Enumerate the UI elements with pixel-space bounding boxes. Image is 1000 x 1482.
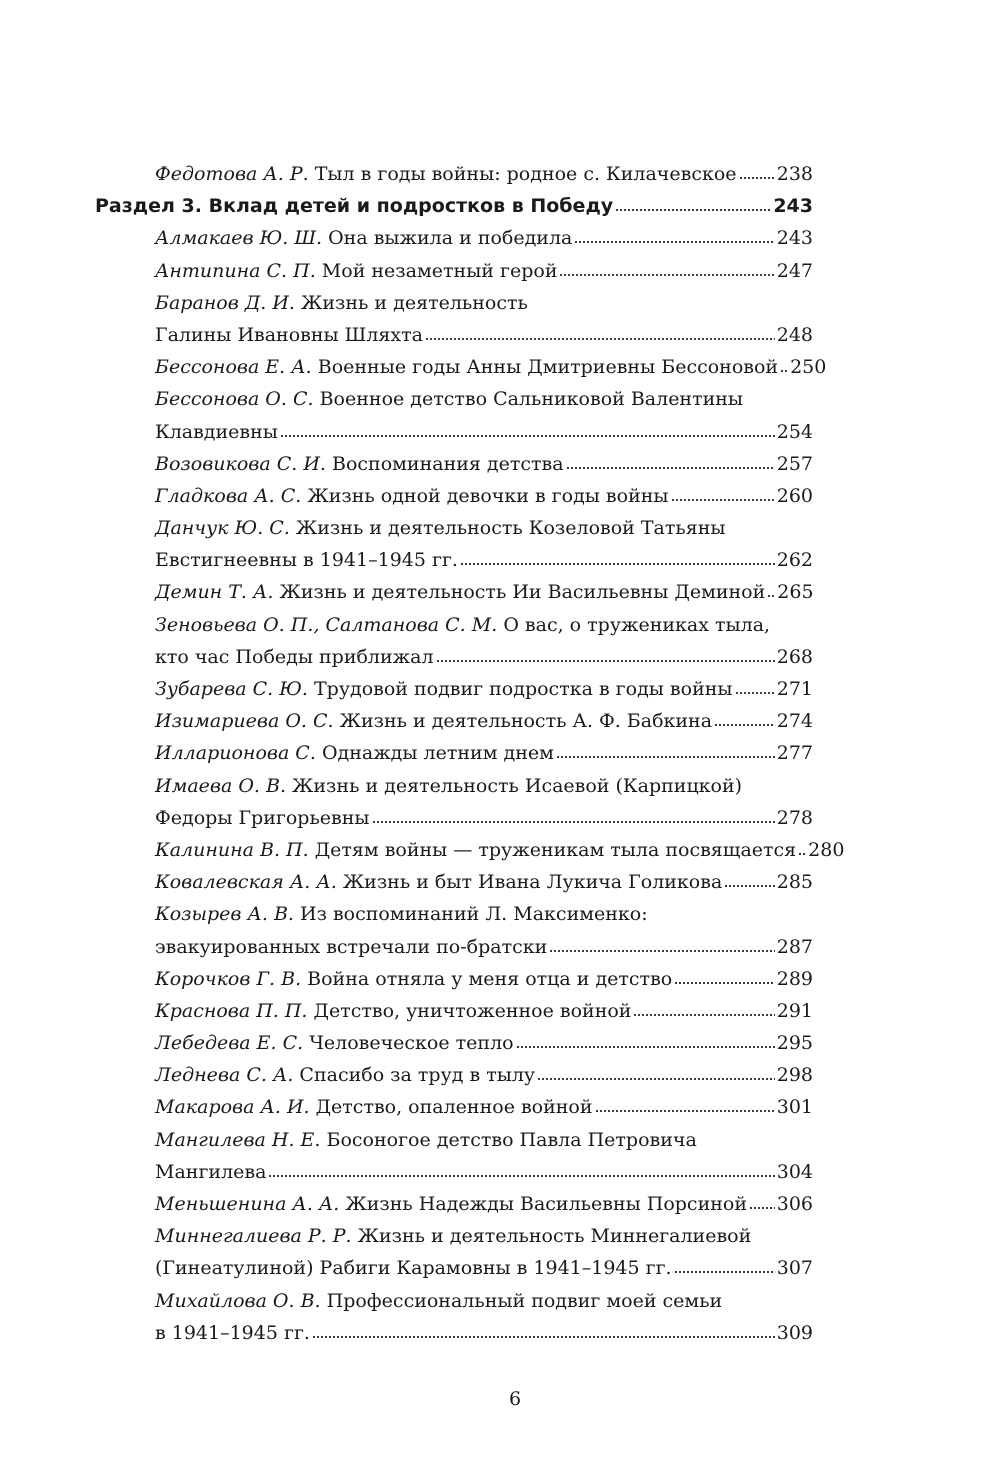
toc-author: Корочков Г. В.	[155, 967, 302, 990]
toc-title: Военное детство Сальниковой Валентины	[319, 388, 744, 411]
dot-leader	[516, 1045, 775, 1049]
toc-entry	[95, 737, 813, 769]
toc-line-text	[155, 255, 557, 287]
toc-line-text	[155, 158, 737, 190]
dot-leader	[595, 1109, 775, 1113]
dot-leader	[268, 1174, 774, 1178]
toc-entry	[95, 576, 813, 608]
toc-entry	[95, 512, 813, 576]
toc-title: Воспоминания детства	[331, 452, 564, 475]
dot-leader	[436, 659, 775, 663]
toc-line-text	[155, 770, 742, 802]
toc-line	[155, 1252, 813, 1284]
toc-line	[155, 319, 813, 351]
toc-title: Однажды летним днем	[321, 742, 554, 765]
toc-entry	[95, 963, 813, 995]
toc-page-number: 268	[776, 645, 813, 668]
toc-title: Жизнь и деятельность	[301, 291, 528, 314]
toc-title: Детям войны — труженикам тыла посвящается	[314, 838, 797, 861]
toc-line-text	[155, 834, 796, 866]
toc-line	[155, 866, 813, 898]
toc-line-text	[155, 1252, 672, 1284]
toc-title: Военные годы Анны Дмитриевны Бессоновой	[317, 356, 779, 379]
toc-page-number: 301	[776, 1096, 813, 1119]
toc-author: Меньшенина А. А.	[155, 1193, 340, 1215]
toc-title: Мангилева	[155, 1160, 267, 1183]
toc-author: Зеновьева О. П., Салтанова С. М.	[155, 613, 498, 636]
toc-page-number: 307	[776, 1257, 813, 1280]
dot-leader	[767, 594, 775, 598]
toc-title: Из воспоминаний Л. Максименко:	[300, 903, 648, 926]
toc-entry	[95, 222, 813, 254]
toc-title: Профессиональный подвиг моей семьи	[326, 1289, 723, 1312]
toc-line-text	[155, 512, 726, 544]
toc-page-number: 243	[773, 195, 813, 218]
toc-line	[155, 1285, 813, 1317]
dot-leader	[615, 208, 771, 212]
toc-author: Бессонова О. С.	[155, 388, 314, 411]
toc-author: Илларионова С.	[155, 742, 316, 765]
toc-line-text	[155, 1027, 514, 1059]
toc-line-text	[155, 673, 733, 705]
toc-entry	[95, 834, 845, 866]
toc-title: Жизнь и деятельность Миннегалиевой	[357, 1225, 752, 1248]
toc-line	[155, 1091, 813, 1123]
toc-line	[155, 383, 813, 415]
toc-line-text	[155, 641, 434, 673]
toc-line	[155, 931, 813, 963]
toc-line	[155, 995, 813, 1027]
toc-line	[155, 641, 813, 673]
toc-title: эвакуированных встречали по-братски	[155, 935, 548, 958]
toc-line	[155, 963, 813, 995]
toc-page-number: 289	[776, 967, 813, 990]
toc-line-text	[155, 1091, 593, 1123]
dot-leader	[749, 1206, 775, 1210]
toc-line-text	[155, 287, 528, 319]
toc-author: Гладкова А. С.	[155, 484, 302, 507]
toc-page-number: 250	[790, 356, 827, 379]
toc-line-text	[155, 609, 770, 641]
toc-title: Тыл в годы войны: родное с. Килачевское	[314, 163, 737, 185]
toc-author: Миннегалиева Р. Р.	[155, 1225, 352, 1248]
toc-title: кто час Победы приближал	[155, 645, 434, 668]
dot-leader	[280, 434, 775, 438]
toc-page-number: 247	[776, 259, 813, 282]
toc-line-text	[155, 1317, 310, 1349]
dot-leader	[537, 1077, 775, 1081]
toc-line-text	[155, 1285, 722, 1317]
toc-line	[155, 1124, 813, 1156]
toc-line-text	[155, 383, 743, 415]
toc-page-number: 304	[776, 1160, 813, 1183]
toc-line-text	[155, 544, 458, 576]
toc-author: Краснова П. П.	[155, 999, 308, 1022]
toc-line-text	[155, 1188, 747, 1220]
toc-line	[155, 705, 813, 737]
toc-entry	[95, 898, 813, 962]
toc-title: Галины Ивановны Шляхта	[155, 323, 423, 346]
toc-title: Война отняла у меня отца и детство	[307, 967, 673, 990]
toc-line	[155, 802, 813, 834]
dot-leader	[674, 1270, 775, 1274]
toc-line	[155, 255, 813, 287]
toc-title: Жизнь и деятельность Ии Васильевны Деминой	[279, 581, 766, 604]
toc-line	[155, 416, 813, 448]
toc-line-text	[155, 480, 669, 512]
dot-leader	[559, 273, 774, 277]
toc-title: Жизнь одной девочки в годы войны	[307, 484, 669, 507]
toc-author: Калинина В. П.	[155, 838, 309, 861]
dot-leader	[714, 723, 775, 727]
toc-line	[155, 898, 813, 930]
toc-entry	[95, 158, 813, 190]
toc-line-text	[155, 705, 712, 737]
toc-line	[95, 190, 813, 222]
toc-entry	[95, 770, 813, 834]
toc-line	[155, 222, 813, 254]
toc-author: Возовикова С. И.	[155, 452, 326, 475]
toc-entry	[95, 1285, 813, 1349]
toc-author: Федотова А. Р.	[155, 163, 309, 185]
toc-line	[155, 1188, 813, 1220]
toc-page-number: 265	[777, 581, 814, 604]
toc-entry	[95, 255, 813, 287]
dot-leader	[556, 755, 775, 759]
toc-line	[155, 1059, 813, 1091]
toc-line	[155, 1220, 813, 1252]
dot-leader	[735, 691, 775, 695]
toc-line	[155, 673, 813, 705]
toc-line-text	[95, 190, 613, 222]
toc-author: Данчук Ю. С.	[155, 517, 290, 540]
toc-line-text	[155, 222, 572, 254]
toc-entry	[95, 1220, 813, 1284]
toc-line-text	[155, 963, 672, 995]
toc-page-number: 274	[776, 710, 813, 733]
toc-line-text	[155, 1059, 535, 1091]
toc-author: Козырев А. В.	[155, 903, 294, 926]
toc-title: Жизнь и быт Ивана Лукича Голикова	[342, 871, 723, 894]
toc-title: (Гинеатулиной) Рабиги Карамовны в 1941–1945 гг.	[155, 1257, 672, 1280]
toc-page-number: 260	[776, 484, 813, 507]
toc-entry	[95, 609, 813, 673]
toc-title: Трудовой подвиг подростка в годы войны	[314, 678, 733, 700]
toc-author: Лебедева Е. С.	[155, 1032, 304, 1055]
toc-line-text	[155, 995, 631, 1027]
toc-author: Мангилева Н. Е.	[155, 1128, 321, 1151]
toc-line-text	[155, 351, 778, 383]
toc-title: Жизнь Надежды Васильевны Порсиной	[345, 1193, 748, 1215]
toc-line	[155, 448, 813, 480]
toc-page-number: 298	[776, 1064, 813, 1087]
toc-page-number: 248	[776, 323, 813, 346]
toc-line	[155, 1027, 813, 1059]
toc-line-text	[155, 416, 278, 448]
toc-title: Клавдиевны	[155, 420, 278, 443]
dot-leader	[566, 466, 775, 470]
toc-title: Она выжила и победила	[328, 227, 573, 250]
toc-entry	[95, 480, 813, 512]
toc-entry	[95, 1091, 813, 1123]
toc-title: Федоры Григорьевны	[155, 806, 370, 829]
toc-line	[155, 351, 827, 383]
toc-title: Человеческое тепло	[309, 1032, 514, 1055]
dot-leader	[549, 949, 774, 953]
dot-leader	[674, 981, 775, 985]
toc-title: в 1941–1945 гг.	[155, 1321, 310, 1344]
dot-leader	[425, 337, 775, 341]
toc-line-text	[155, 1124, 697, 1156]
dot-leader	[671, 498, 775, 502]
toc-title: Раздел 3. Вклад детей и подростков в Победу	[95, 195, 614, 218]
toc-line	[155, 609, 813, 641]
toc-line-text	[155, 898, 648, 930]
toc-page-number: 285	[776, 871, 813, 894]
toc-page-number: 295	[776, 1032, 813, 1055]
toc-title: Детство, уничтоженное войной	[313, 999, 632, 1022]
toc-line	[155, 1317, 813, 1349]
toc-page-number: 278	[776, 806, 813, 829]
toc-line	[155, 512, 813, 544]
toc-entry	[95, 351, 827, 383]
toc-page-number: 280	[808, 838, 845, 861]
dot-leader	[724, 884, 774, 888]
toc-title: Жизнь и деятельность А. Ф. Бабкина	[339, 710, 713, 733]
toc-author: Зубарева С. Ю.	[155, 678, 308, 700]
toc-line	[155, 1156, 813, 1188]
toc-entry	[95, 1124, 813, 1188]
toc-line	[155, 544, 813, 576]
toc-entry	[95, 448, 813, 480]
toc-line-text	[155, 1220, 751, 1252]
toc-author: Михайлова О. В.	[155, 1289, 321, 1312]
toc-section-heading	[95, 190, 813, 222]
dot-leader	[372, 820, 775, 824]
toc-line	[155, 770, 813, 802]
table-of-contents	[95, 158, 845, 1349]
toc-author: Макарова А. И.	[155, 1096, 310, 1119]
toc-line-text	[155, 802, 370, 834]
toc-author: Изимариева О. С.	[155, 710, 334, 733]
dot-leader	[460, 562, 775, 566]
toc-page-number: 257	[776, 452, 813, 475]
dot-leader	[739, 176, 775, 180]
toc-entry	[95, 383, 813, 447]
toc-line	[155, 737, 813, 769]
toc-title: Мой незаметный герой	[321, 259, 558, 282]
toc-line	[155, 287, 813, 319]
toc-page-number: 271	[776, 678, 813, 700]
toc-author: Леднева С. А.	[155, 1064, 294, 1087]
toc-entry	[95, 673, 813, 705]
toc-entry	[95, 705, 813, 737]
toc-author: Ковалевская А. А.	[155, 871, 337, 894]
dot-leader	[798, 852, 806, 856]
toc-title: Жизнь и деятельность Козеловой Татьяны	[295, 517, 726, 540]
toc-line	[155, 480, 813, 512]
toc-author: Антипина С. П.	[155, 259, 316, 282]
toc-line-text	[155, 866, 722, 898]
toc-title: Детство, опаленное войной	[315, 1096, 593, 1119]
toc-title: Жизнь и деятельность Исаевой (Карпицкой)	[292, 774, 743, 797]
toc-page-number: 306	[776, 1193, 813, 1215]
toc-author: Бессонова Е. А.	[155, 356, 312, 379]
toc-page-number: 291	[776, 999, 813, 1022]
toc-line-text	[155, 931, 547, 963]
dot-leader	[633, 1013, 774, 1017]
toc-line	[155, 576, 813, 608]
toc-entry	[95, 1188, 813, 1220]
toc-line-text	[155, 1156, 266, 1188]
dot-leader	[780, 369, 788, 373]
toc-line-text	[155, 448, 564, 480]
toc-line	[155, 158, 813, 190]
toc-page-number: 238	[776, 163, 813, 185]
toc-page-number: 254	[776, 420, 813, 443]
toc-author: Баранов Д. И.	[155, 291, 295, 314]
toc-title: О вас, о тружениках тыла,	[503, 613, 771, 636]
toc-page-number: 277	[776, 742, 813, 765]
toc-page-number: 309	[776, 1321, 813, 1344]
dot-leader	[312, 1335, 775, 1339]
toc-page-number: 243	[776, 227, 813, 250]
toc-entry	[95, 995, 813, 1027]
toc-author: Алмакаев Ю. Ш.	[155, 227, 323, 250]
toc-title: Спасибо за труд в тылу	[299, 1064, 536, 1087]
toc-page-number: 262	[776, 549, 813, 572]
toc-entry	[95, 866, 813, 898]
toc-author: Демин Т. А.	[155, 581, 274, 604]
toc-author: Имаева О. В.	[155, 774, 286, 797]
page-number: 6	[508, 1388, 522, 1410]
toc-page-number: 287	[776, 935, 813, 958]
toc-entry	[95, 1027, 813, 1059]
toc-line-text	[155, 737, 554, 769]
toc-title: Босоногое детство Павла Петровича	[326, 1128, 697, 1151]
toc-title: Евстигнеевны в 1941–1945 гг.	[155, 549, 458, 572]
toc-line	[155, 834, 845, 866]
toc-line-text	[155, 319, 423, 351]
toc-entry	[95, 287, 813, 351]
dot-leader	[574, 240, 774, 244]
toc-line-text	[155, 576, 765, 608]
toc-entry	[95, 1059, 813, 1091]
